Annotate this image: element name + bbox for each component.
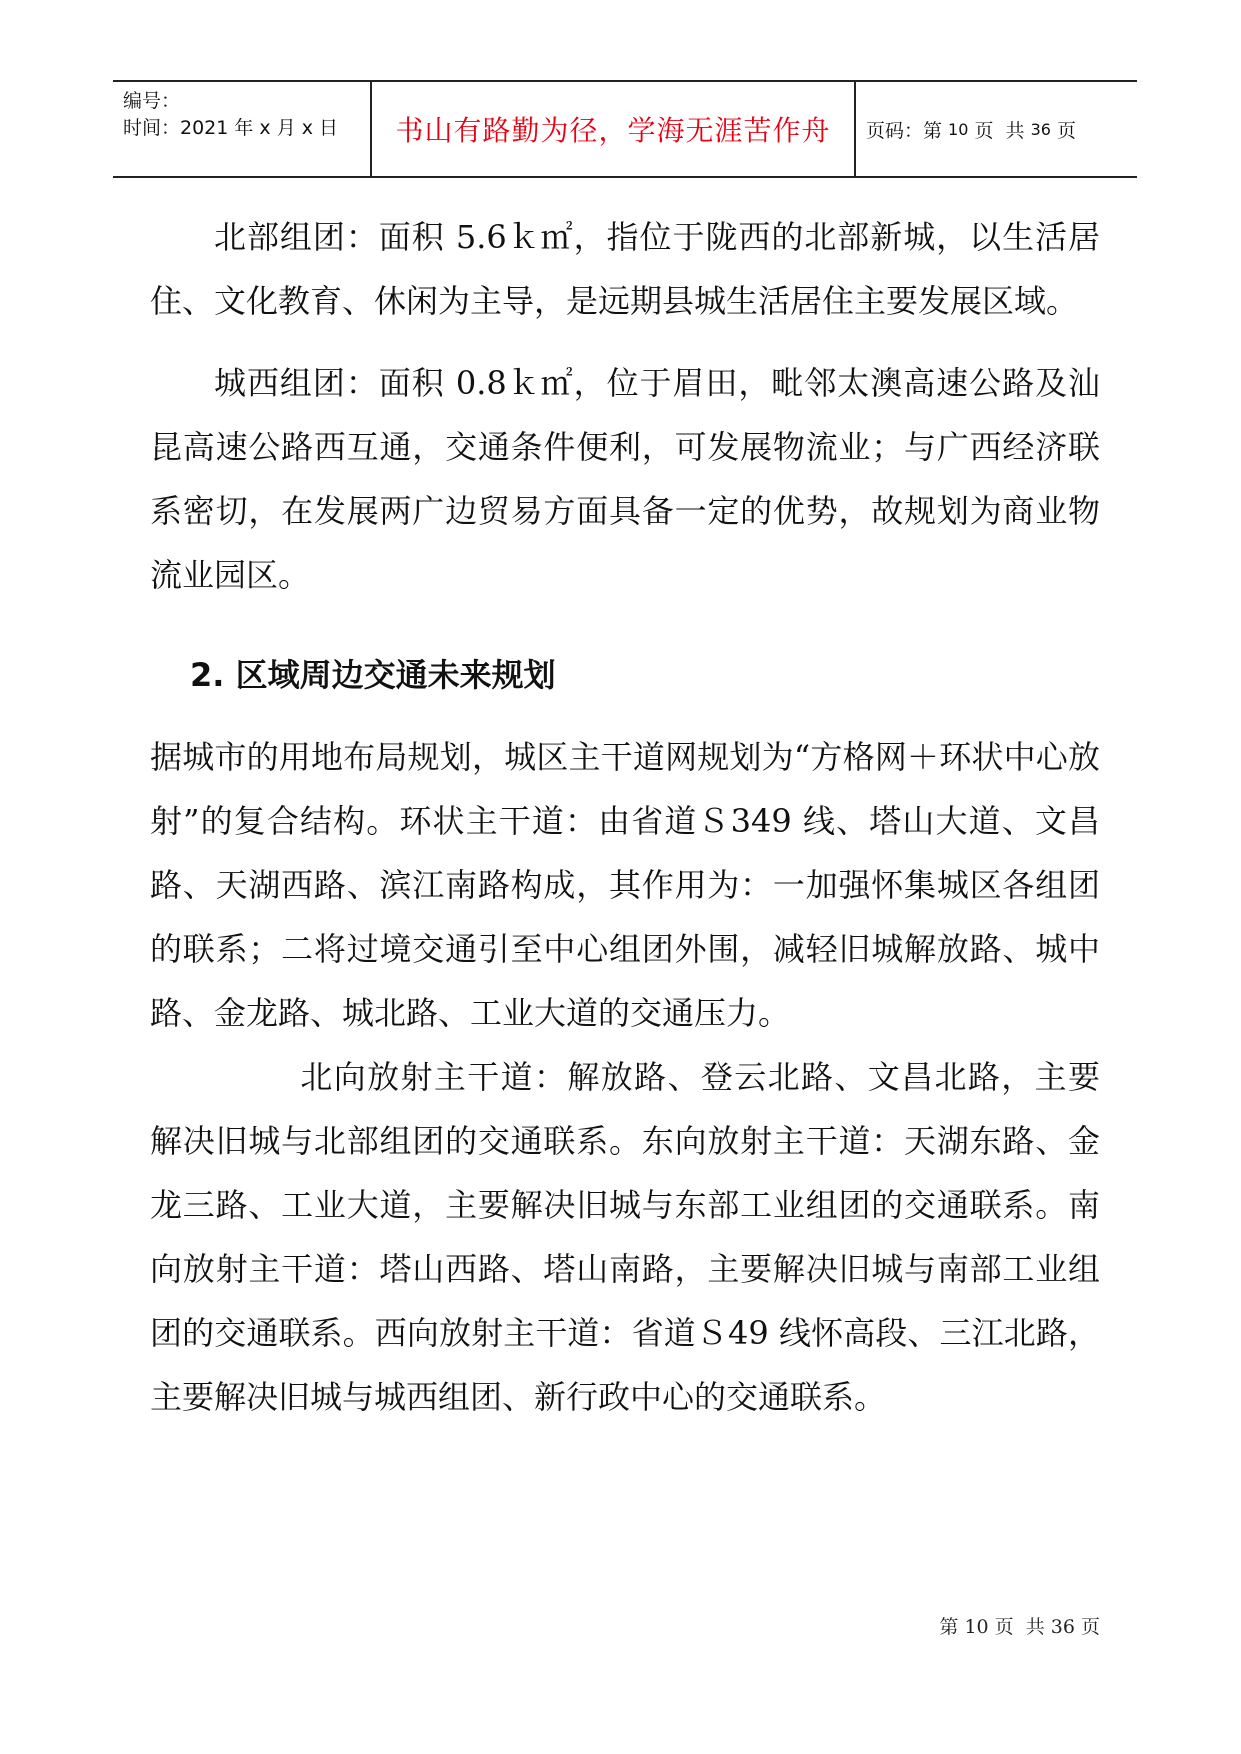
page-total: 36 <box>1030 119 1051 139</box>
document-body <box>150 205 1100 1429</box>
page-current: 10 <box>948 119 969 139</box>
section-heading: 2. 区域周边交通未来规划 <box>190 656 556 694</box>
page-footer: 第 10 页 共 36 页 <box>939 1616 1100 1638</box>
paragraph-west-cluster: 城西组团：面积 0.8ｋ㎡，位于眉田，毗邻太澳高速公路及汕昆高速公路西互通，交通条件便利，可发展物流业；与广西经济联系密切，在发展两广边贸易方面具备一定的优势，故规划为商业物流业园区。 <box>150 364 1100 594</box>
page-label-end: 页 <box>1050 119 1076 142</box>
page-label-prefix: 页码：第 <box>866 119 949 142</box>
header-page-number <box>856 82 1137 176</box>
paragraph-road-network: 据城市的用地布局规划，城区主干道网规划为“方格网＋环状中心放射”的复合结构。环状主干道：由省道Ｓ349 线、塔山大道、文昌路、天湖西路、滨江南路构成，其作用为：一加强怀集城区各组团的联系；二将过境交通引至中心组团外围，减轻旧城解放路、城中路、金龙路、城北路、工业大道的交通压力。 <box>150 738 1100 1032</box>
document-number-label: 编号： <box>123 90 181 112</box>
header-info <box>113 82 372 176</box>
paragraph-radial-roads: 北向放射主干道：解放路、登云北路、文昌北路，主要解决旧城与北部组团的交通联系。东向放射主干道：天湖东路、金龙三路、工业大道，主要解决旧城与东部工业组团的交通联系。南向放射主干道：塔山西路、塔山南路，主要解决旧城与南部工业组团的交通联系。西向放射主干道：省道Ｓ49 线怀高段、三江北路，主要解决旧城与城西组团、新行政中心的交通联系。 <box>150 1058 1100 1416</box>
page-label-mid: 页 共 <box>968 119 1031 142</box>
paragraph-north-cluster: 北部组团：面积 5.6ｋ㎡，指位于陇西的北部新城，以生活居住、文化教育、休闲为主导，是远期县城生活居住主要发展区域。 <box>150 218 1100 320</box>
page-header <box>113 80 1137 178</box>
header-motto: 书山有路勤为径，学海无涯苦作舟 <box>372 82 856 176</box>
document-time-label: 时间：2021 年 x 月 x 日 <box>123 117 339 139</box>
